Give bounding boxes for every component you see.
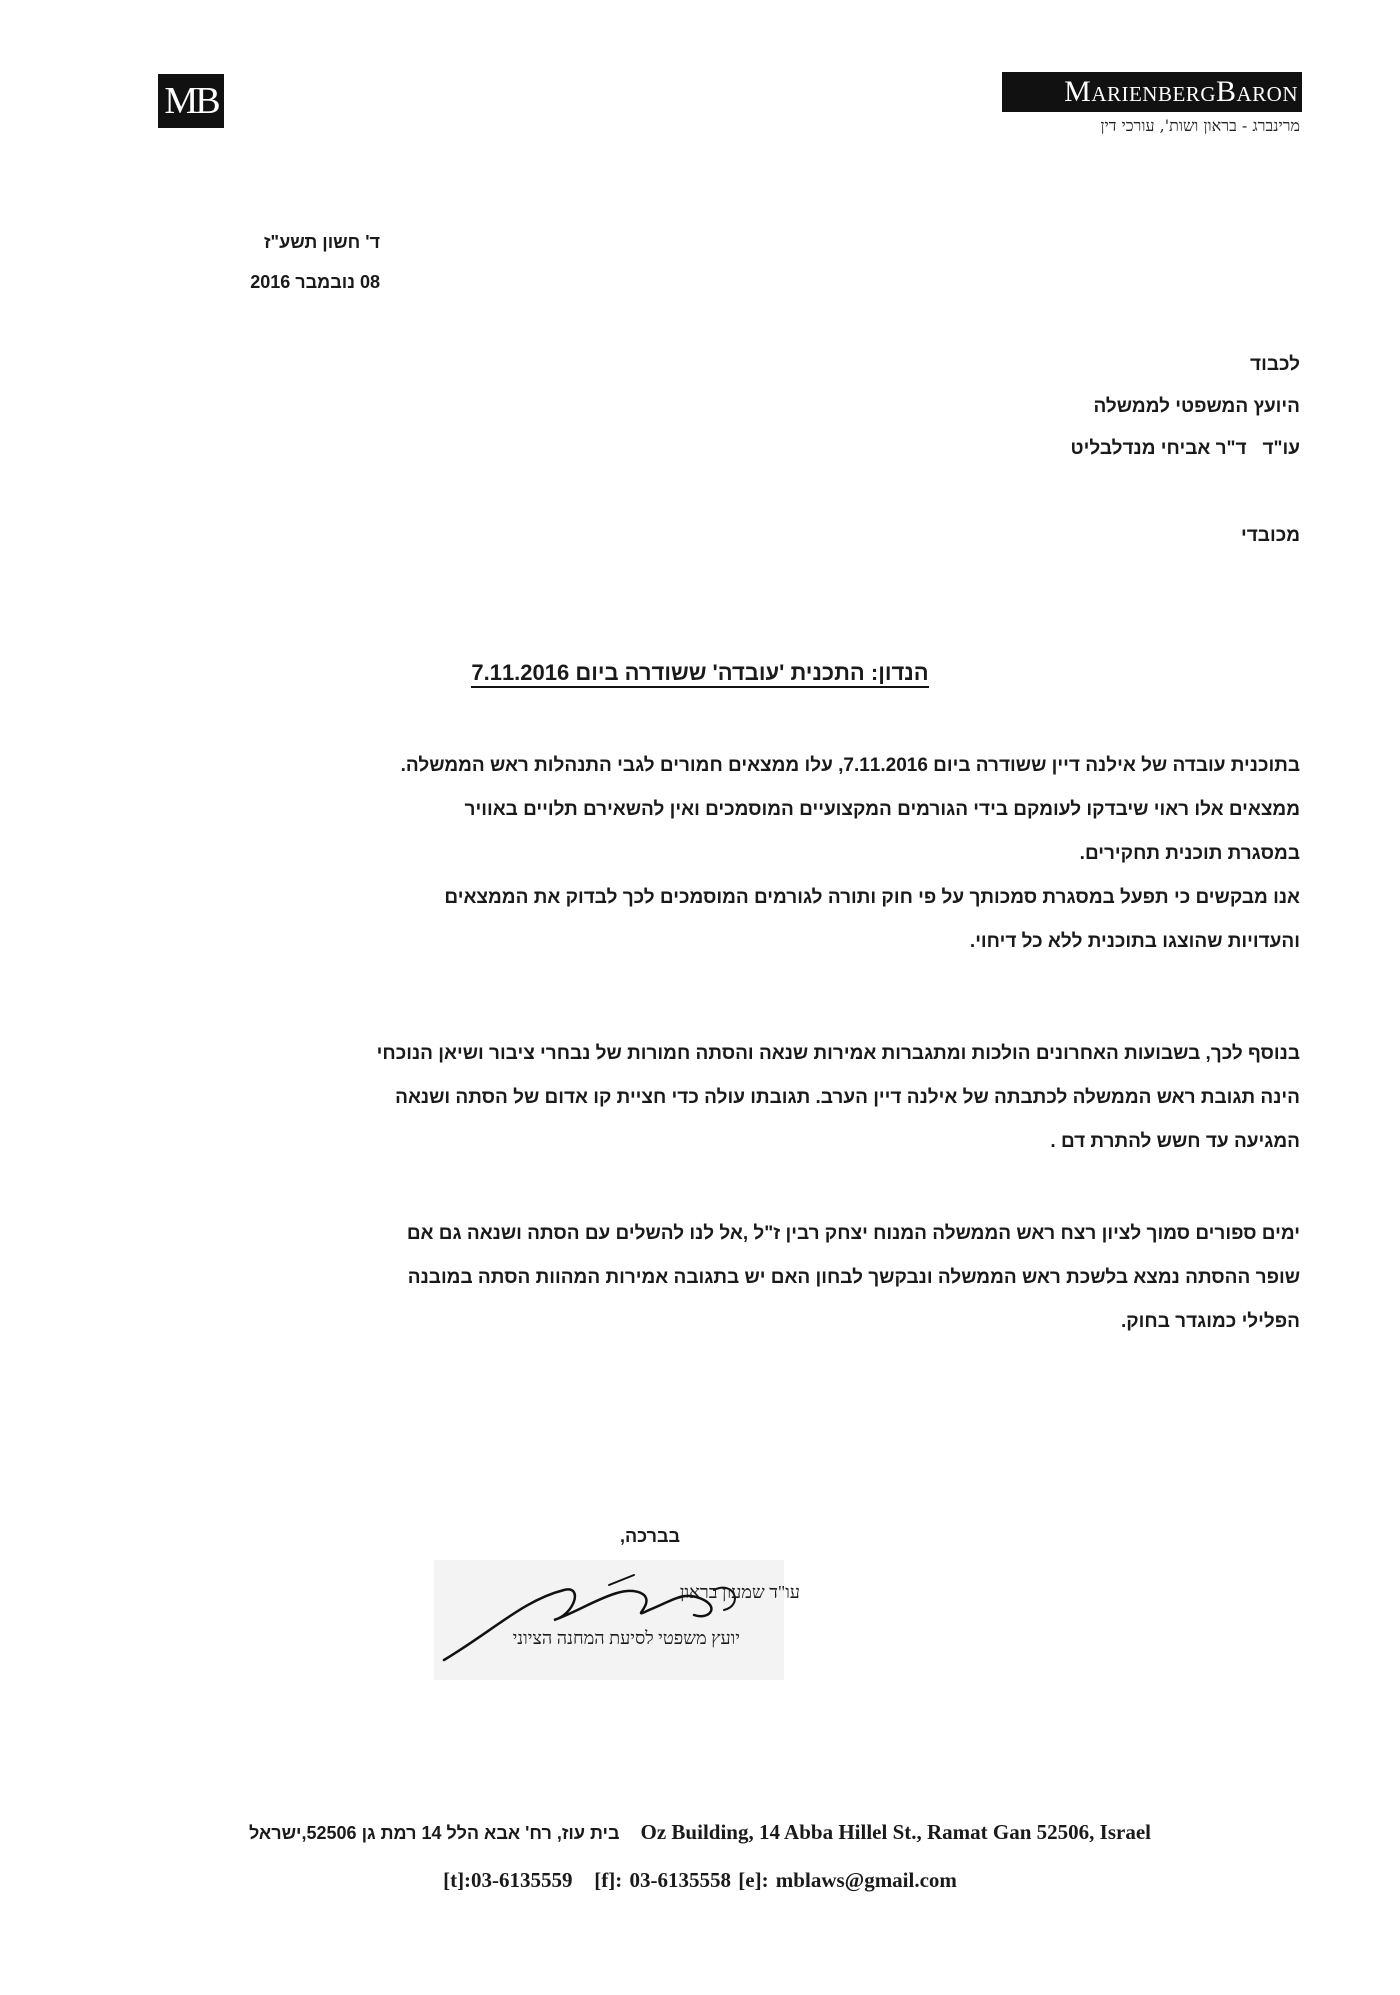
date-gregorian: 08 נובמבר 2016 [250,272,380,292]
paragraph-line: שופר ההסתה נמצא בלשכת ראש הממשלה ונבקשך לבחון האם יש בתגובה אמירות המהוות הסתה במובנה [407,1267,1300,1288]
date-block [200,222,380,302]
signatory-name: עו"ד שמעון בראון [679,1582,800,1602]
paragraph-line: הינה תגובת ראש הממשלה לכתבתה של אילנה דיין הערב. תגובתו עולה כדי חציית קו אדום של הסתה ושנאה [395,1087,1300,1108]
subject-line [0,660,1400,686]
footer-address-english: Oz Building, 14 Abba Hillel St., Ramat Gan 52506, Israel [640,1820,1151,1844]
handwritten-signature [434,1560,784,1680]
paragraph-line: ימים ספורים סמוך לציון רצח ראש הממשלה המנוח יצחק רבין ז"ל ,אל לנו להשלים עם הסתה ושנאה גם אם [406,1223,1300,1244]
body-paragraph-2 [140,1032,1300,1164]
footer-address-hebrew: בית עוז, רח' אבא הלל 14 רמת גן 52506,ישראל [248,1823,620,1843]
paragraph-line: והעדויות שהוצגו בתוכנית ללא כל דיחוי. [969,931,1300,952]
paragraph-line: ממצאים אלו ראוי שיבדקו לעומקם בידי הגורמים המקצועיים המוסמכים ואין להשאירם תלויים באוויר [464,799,1300,820]
recipient-salutation: לכבוד [1250,354,1300,375]
paragraph-line: בתוכנית עובדה של אילנה דיין ששודרה ביום 7.11.2016, עלו ממצאים חמורים לגבי התנהלות ראש הממשלה. [400,755,1300,776]
recipient-block [800,344,1300,470]
body-paragraph-3 [140,1212,1300,1344]
paragraph-line: הפלילי כמוגדר בחוק. [1120,1311,1300,1332]
date-hebrew: ד' חשון תשע"ז [263,232,380,252]
recipient-title: היועץ המשפטי לממשלה [1093,396,1300,417]
paragraph-line: במסגרת תוכנית תחקירים. [1079,843,1300,864]
paragraph-line: המגיעה עד חשש להתרת דם . [1050,1131,1300,1152]
closing-text: בברכה, [619,1526,680,1546]
greeting: מכובדי [1241,525,1300,546]
firm-name-banner: MarienbergBaron [1002,72,1302,112]
footer-contact: [t]:03-6135559 [f]: 03-6135558 [e]: mblaws@gmail.com [443,1868,957,1892]
firm-logo-mb: MB [158,74,224,128]
paragraph-line: אנו מבקשים כי תפעל במסגרת סמכותך על פי חוק ותורה לגורמים המוסמכים לכך לבדוק את הממצאים [444,887,1300,908]
recipient-name: עו"ד ד"ר אביחי מנדלבליט [1070,438,1300,459]
signatory-title: יועץ משפטי לסיעת המחנה הציוני [512,1628,740,1648]
subject-text: הנדון: התכנית 'עובדה' ששודרה ביום 7.11.2016 [471,660,928,688]
footer-address [0,1820,1400,1845]
body-paragraph-1 [140,744,1300,964]
paragraph-line: בנוסף לכך, בשבועות האחרונים הולכות ומתגברות אמירות שנאה והסתה חמורות של נבחרי ציבור ושיאן הנוכחי [376,1043,1300,1064]
firm-subtitle: מרינברג - בראון ושות', עורכי דין [1100,116,1300,135]
